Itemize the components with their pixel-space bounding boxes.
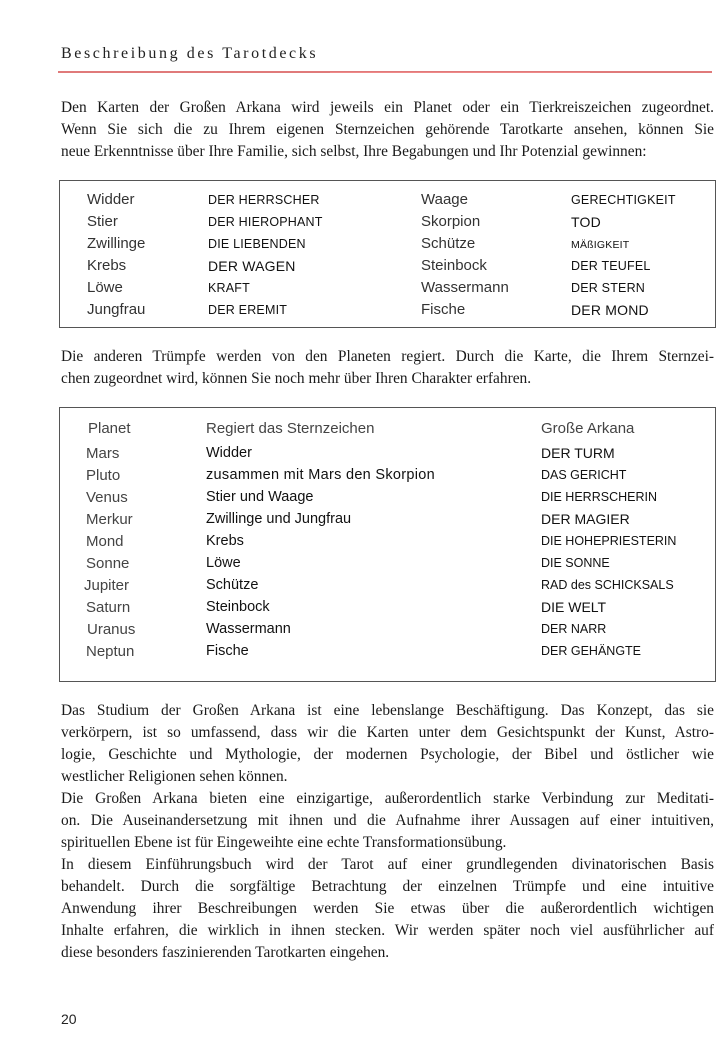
- planet-cell: Mond: [86, 533, 124, 550]
- table-row: [60, 235, 715, 257]
- table-row: [60, 467, 715, 489]
- sign-cell: Stier: [87, 213, 118, 230]
- sign-cell: Wassermann: [421, 279, 509, 296]
- intro-line: Den Karten der Großen Arkana wird jeweils ein Planet oder ein Tierkreiszeichen zugeordnet.: [61, 99, 714, 116]
- rules-cell: Löwe: [206, 555, 241, 571]
- card-cell: DIE HERRSCHERIN: [541, 490, 657, 504]
- planet-cell: Saturn: [86, 599, 131, 616]
- middle-paragraph: [61, 346, 714, 390]
- closing-line: verkörpern, ist so umfassend, dass wir die Karten unter dem Gesichtspunkt der Kunst, Astro-: [61, 724, 714, 741]
- card-cell: DER STERN: [571, 281, 646, 295]
- table-row: [60, 577, 715, 599]
- table-row: [60, 213, 715, 235]
- card-cell: GERECHTIGKEIT: [571, 193, 676, 207]
- closing-line: Anwendung ihrer Beschreibungen werden Sie etwas über die außerordentlich wichtigen: [61, 900, 714, 917]
- closing-line: behandelt. Durch die sorgfältige Betrachtung der einzelnen Trümpfe und eine intuitive: [61, 878, 714, 895]
- table-row: [60, 643, 715, 665]
- planet-cell: Sonne: [86, 555, 130, 572]
- planet-card-table: [59, 407, 716, 682]
- table-row: [60, 489, 715, 511]
- middle-line: Die anderen Trümpfe werden von den Planeten regiert. Durch die Karte, die Ihrem Sternzei-: [61, 348, 714, 365]
- card-cell: KRAFT: [208, 281, 250, 295]
- column-header-planet: Planet: [88, 420, 131, 437]
- planet-cell: Uranus: [87, 621, 136, 638]
- card-cell: DIE HOHEPRIESTERIN: [541, 534, 677, 548]
- sign-cell: Steinbock: [421, 257, 487, 274]
- header-rule-accent: [330, 72, 590, 73]
- table-row: [60, 621, 715, 643]
- closing-line: In diesem Einführungsbuch wird der Tarot auf einer grundlegenden divinatorischen Basis: [61, 856, 714, 873]
- rules-cell: Stier und Waage: [206, 489, 314, 505]
- closing-line: on. Die Auseinandersetzung mit ihnen und die Aufnahme ihrer Aussagen auf einer intuitiven,: [61, 812, 714, 829]
- sign-cell: Jungfrau: [87, 301, 146, 318]
- planet-cell: Merkur: [86, 511, 133, 528]
- card-cell: DER HIEROPHANT: [208, 215, 323, 229]
- card-cell: TOD: [571, 214, 601, 230]
- closing-paragraph: [61, 700, 714, 964]
- planet-cell: Venus: [86, 489, 128, 506]
- closing-line: Inhalte erfahren, die wirklich in ihnen stecken. Wir werden später noch viel ausführlicher auf: [61, 922, 714, 939]
- table-row: [60, 191, 715, 213]
- intro-line: Wenn Sie sich die zu Ihrem eigenen Sternzeichen gehörende Tarotkarte ansehen, können Sie: [61, 121, 714, 138]
- card-cell: DER EREMIT: [208, 303, 288, 317]
- sign-cell: Löwe: [87, 279, 123, 296]
- card-cell: MÄßIGKEIT: [571, 239, 630, 251]
- table-row: [60, 301, 715, 323]
- running-header: Beschreibung des Tarotdecks: [61, 45, 319, 62]
- planet-cell: Mars: [86, 445, 120, 462]
- rules-cell: Krebs: [206, 533, 244, 549]
- table-row: [60, 279, 715, 301]
- sign-cell: Widder: [87, 191, 135, 208]
- card-cell: DER MOND: [571, 302, 649, 318]
- rules-cell: Schütze: [206, 577, 259, 593]
- card-cell: DIE WELT: [541, 599, 607, 615]
- table-row: [60, 533, 715, 555]
- column-header-rules: Regiert das Sternzeichen: [206, 420, 375, 437]
- rules-cell: zusammen mit Mars den Skorpion: [206, 467, 435, 483]
- table-row: [60, 445, 715, 467]
- closing-line: diese besonders faszinierenden Tarotkarten eingehen.: [61, 944, 390, 961]
- card-cell: RAD des SCHICKSALS: [541, 578, 674, 592]
- rules-cell: Steinbock: [206, 599, 270, 615]
- planet-cell: Jupiter: [84, 577, 130, 594]
- sign-cell: Krebs: [87, 257, 127, 274]
- card-cell: DAS GERICHT: [541, 468, 627, 482]
- planet-cell: Pluto: [86, 467, 121, 484]
- zodiac-card-table: [59, 180, 716, 328]
- middle-line: chen zugeordnet wird, können Sie noch mehr über Ihren Charakter erfahren.: [61, 370, 532, 387]
- planet-cell: Neptun: [86, 643, 135, 660]
- table-row: [60, 257, 715, 279]
- closing-line: westlicher Religionen sehen können.: [61, 768, 288, 785]
- card-cell: DER TURM: [541, 445, 615, 461]
- page-number: 20: [61, 1011, 77, 1027]
- card-cell: DER WAGEN: [208, 258, 296, 274]
- card-cell: DIE LIEBENDEN: [208, 237, 306, 251]
- card-cell: DER HERRSCHER: [208, 193, 320, 207]
- closing-line: spirituellen Ebene ist für Eingeweihte eine echte Transformationsübung.: [61, 834, 507, 851]
- rules-cell: Fische: [206, 643, 249, 659]
- closing-line: Die Großen Arkana bieten eine einzigartige, außerordentlich starke Verbindung zur Meditati-: [61, 790, 714, 807]
- intro-paragraph: [61, 97, 714, 163]
- card-cell: DER TEUFEL: [571, 259, 651, 273]
- card-cell: DER GEHÄNGTE: [541, 644, 642, 658]
- rules-cell: Zwillinge und Jungfrau: [206, 511, 352, 527]
- table-row: [60, 511, 715, 533]
- sign-cell: Waage: [421, 191, 468, 208]
- card-cell: DER MAGIER: [541, 511, 630, 527]
- card-cell: DIE SONNE: [541, 556, 610, 570]
- sign-cell: Schütze: [421, 235, 476, 252]
- rules-cell: Wassermann: [206, 621, 291, 637]
- sign-cell: Fische: [421, 301, 466, 318]
- closing-line: logie, Geschichte und Mythologie, der modernen Psychologie, der Bibel und östlicher wie: [61, 746, 714, 763]
- table-header-row: [60, 420, 715, 442]
- column-header-card: Große Arkana: [541, 420, 635, 437]
- card-cell: DER NARR: [541, 622, 607, 636]
- intro-line: neue Erkenntnisse über Ihre Familie, sich selbst, Ihre Begabungen und Ihr Potenzial gewinnen:: [61, 143, 647, 160]
- table-row: [60, 599, 715, 621]
- sign-cell: Skorpion: [421, 213, 481, 230]
- closing-line: Das Studium der Großen Arkana ist eine lebenslange Beschäftigung. Das Konzept, das sie: [61, 702, 714, 719]
- sign-cell: Zwillinge: [87, 235, 146, 252]
- rules-cell: Widder: [206, 445, 252, 461]
- table-row: [60, 555, 715, 577]
